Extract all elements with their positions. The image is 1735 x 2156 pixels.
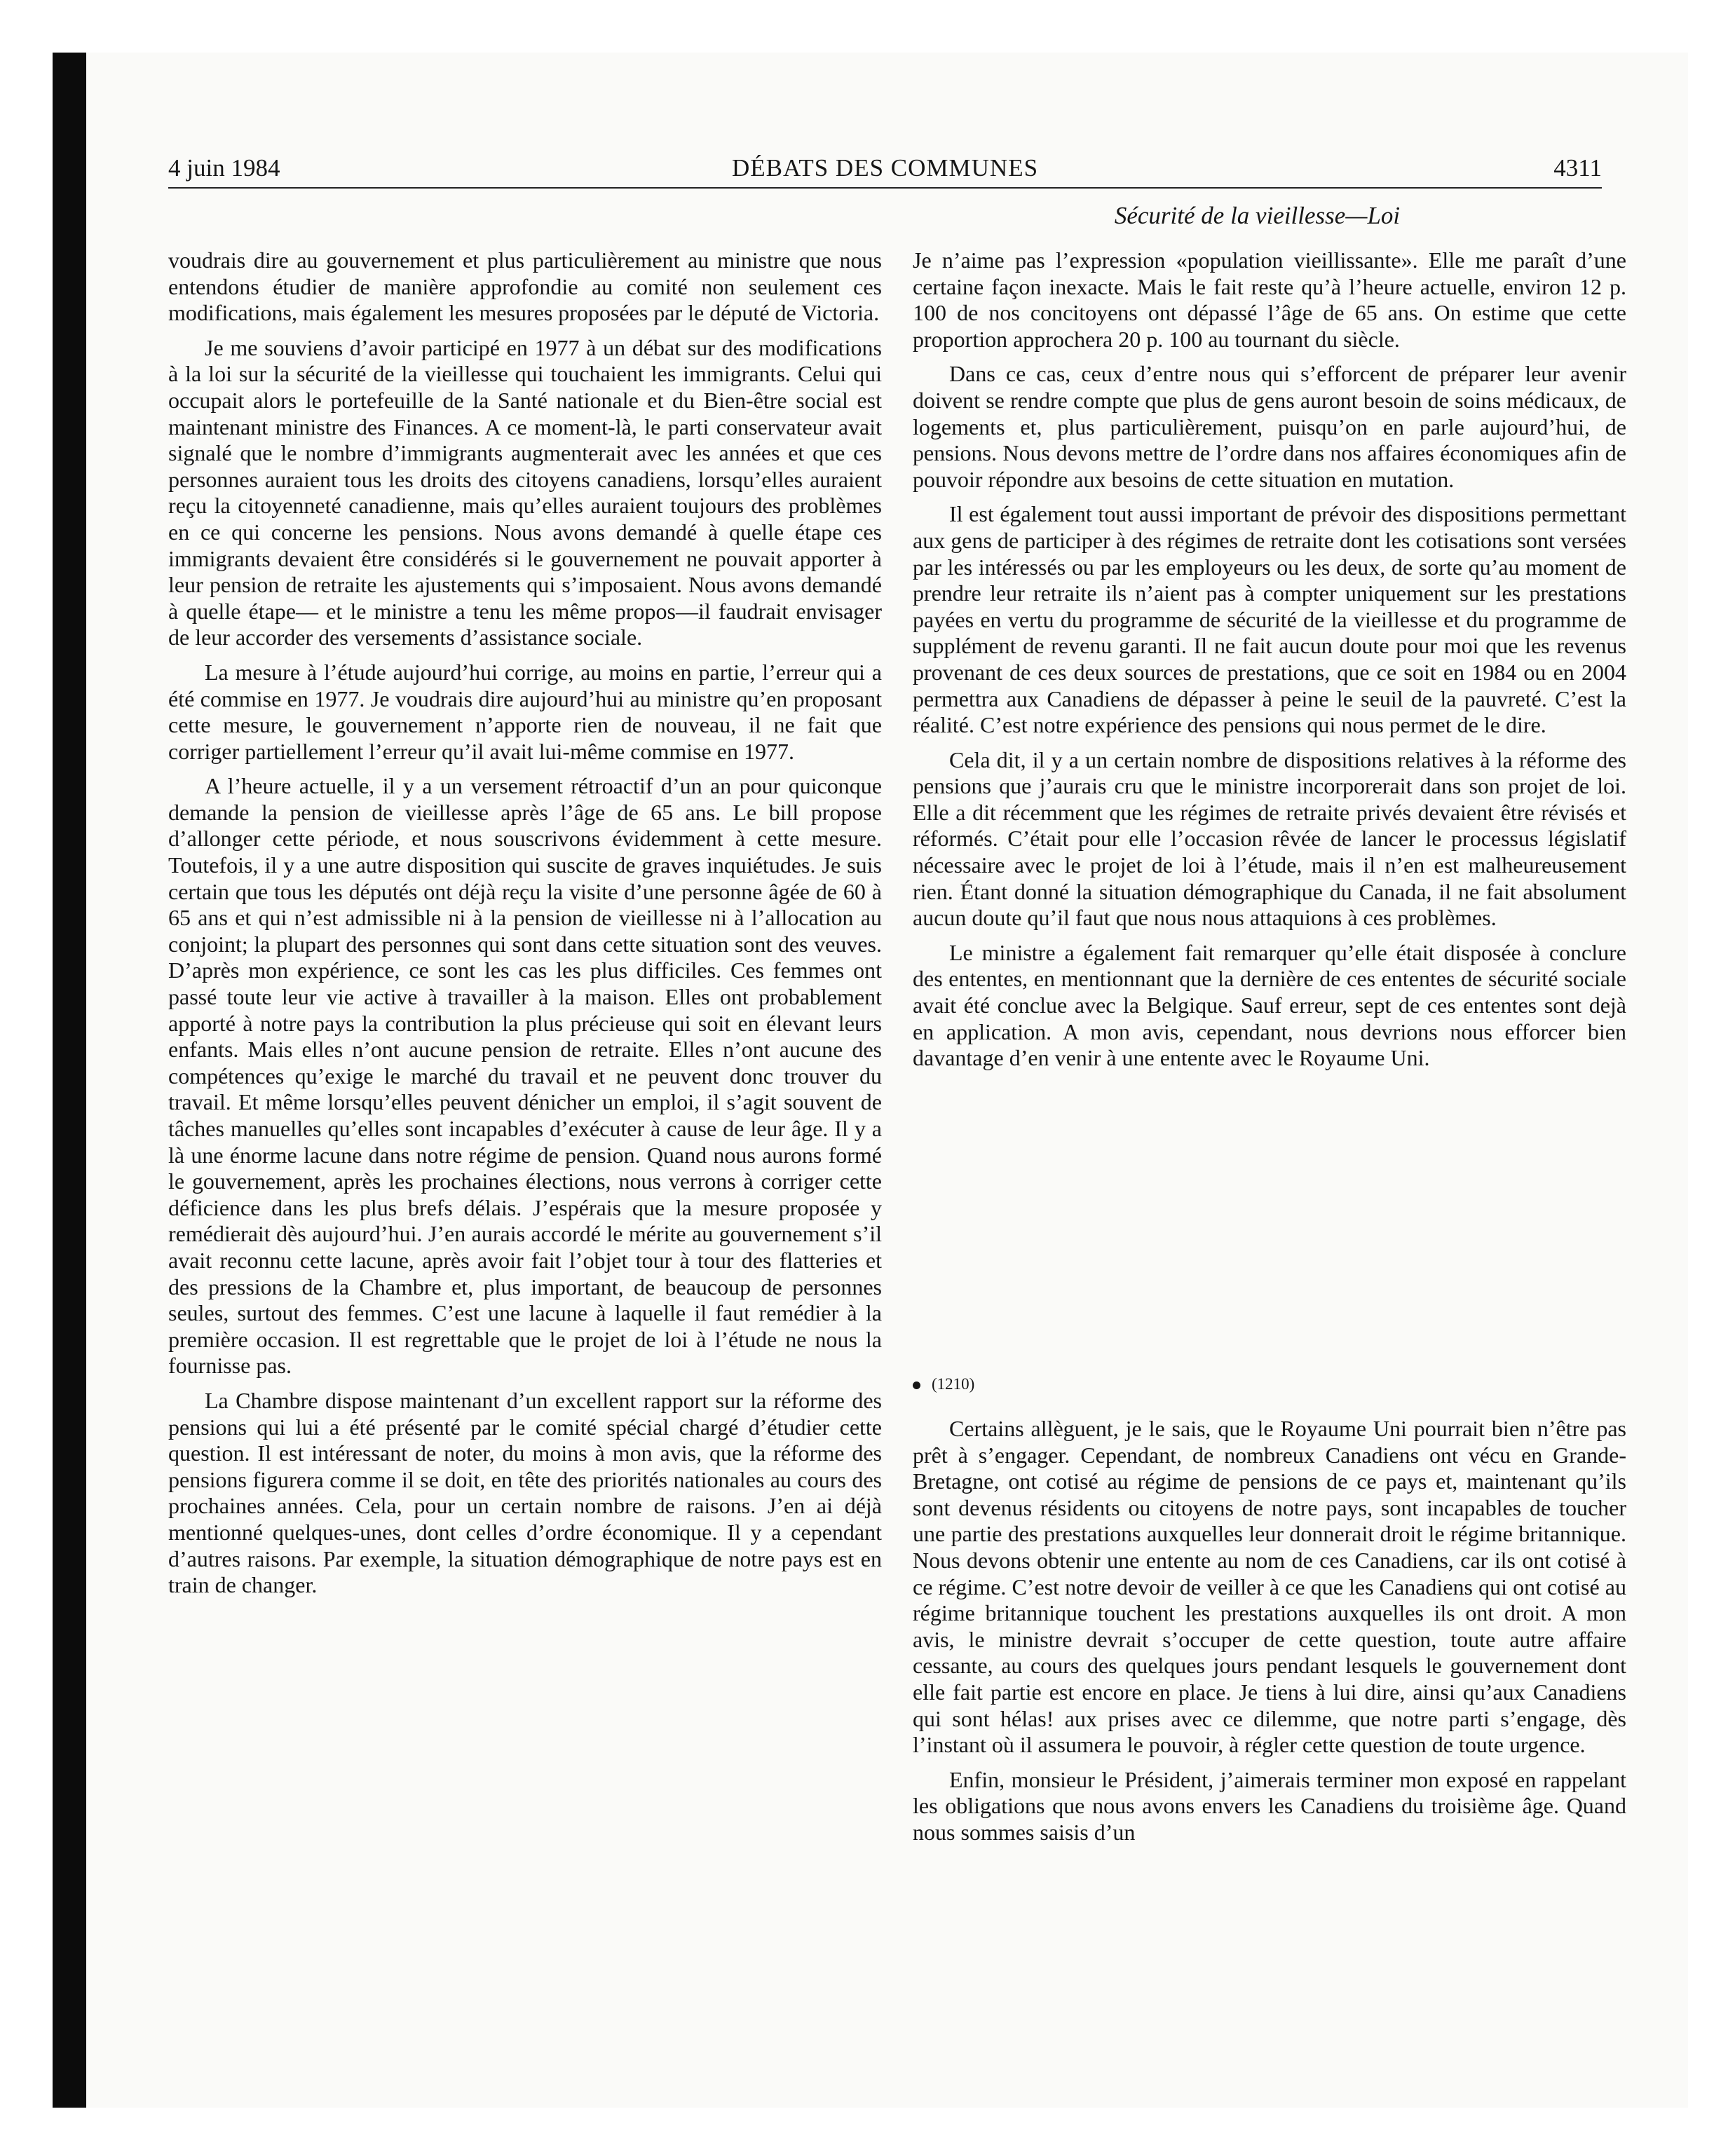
paragraph: Certains allèguent, je le sais, que le Royaume Uni pourrait bien n’être pas prêt à s’engager. Cependant, de nombreux Canadiens ont vécu en Grande-Bretagne, ont cotisé au régime de pensions de ce pays et, maintenant qu’ils sont devenus résidents ou citoyens de notre pays, sont incapables de toucher une partie des prestations auxquelles leur donnerait droit le régime britannique. Nous devons obtenir une entente au nom de ces Canadiens, car ils ont cotisé à ce régime. C’est notre devoir de veiller à ce que les Canadiens qui ont cotisé au régime britannique touchent les prestations auxquelles ils ont droit. A mon avis, le ministre devrait s’occuper de cette question, toute autre affaire cessante, au cours des quelques jours pendant lesquels le gouvernement dont elle fait partie est encore en place. Je tiens à lui dire, ainsi qu’aux Canadiens qui sont hélas! aux prises avec ce dilemme, que notre parti s’engage, dès l’instant où il assumera le pouvoir, à régler cette question de toute urgence.	[913, 1416, 1626, 1758]
paragraph: voudrais dire au gouvernement et plus particulièrement au ministre que nous entendons étudier de manière approfondie au comité non seulement ces modifications, mais également les mesures proposées par le député de Victoria.	[168, 247, 882, 326]
header-date: 4 juin 1984	[168, 154, 280, 182]
paragraph: Enfin, monsieur le Président, j’aimerais terminer mon exposé en rappelant les obligations que nous avons envers les Canadiens du troisième âge. Quand nous sommes saisis d’un	[913, 1766, 1626, 1845]
right-column-bottom	[913, 1416, 1626, 1855]
time-marker-label: (1210)	[932, 1375, 975, 1393]
paragraph: A l’heure actuelle, il y a un versement rétroactif d’un an pour quiconque demande la pension de vieillesse après l’âge de 65 ans. Le bill propose d’allonger cette période, et nous souscrivons évidemment à cette mesure. Toutefois, il y a une autre disposition qui suscite de graves inquiétudes. Je suis certain que tous les députés ont déjà reçu la visite d’une personne âgée de 60 à 65 ans et qui n’est admissible ni à la pension de vieillesse ni à l’allocation au conjoint; la plupart des personnes qui sont dans cette situation sont des veuves. D’après mon expérience, ce sont les cas les plus difficiles. Ces femmes ont passé toute leur vie active à travailler à la maison. Elles ont probablement apporté à notre pays la contribution la plus précieuse qui soit en élevant leurs enfants. Mais elles n’ont aucune pension de retraite. Elles n’ont aucune des compétences qu’exige le marché du travail et ne peuvent donc trouver du travail. Et même lorsqu’elles peuvent dénicher un emploi, il s’agit souvent de tâches manuelles qu’elles sont incapables d’exécuter à cause de leur âge. Il y a là une énorme lacune dans notre régime de pension. Quand nous aurons formé le gouvernement, après les prochaines élections, nous verrons à corriger cette déficience dans les plus brefs délais. J’espérais que la mesure proposée y remédierait dès aujourd’hui. J’en aurais accordé le mérite au gouvernement s’il avait reconnu cette lacune, après avoir fait l’objet tour à tour des flatteries et des pressions de la Chambre et, plus important, de beaucoup de personnes seules, surtout des femmes. C’est une lacune à laquelle il faut remédier à la première occasion. Il est regrettable que le projet de loi à l’étude ne nous la fournisse pas.	[168, 773, 882, 1379]
bullet-dot-icon	[913, 1381, 920, 1389]
time-marker	[913, 1374, 974, 1395]
paragraph: La mesure à l’étude aujourd’hui corrige, au moins en partie, l’erreur qui a été commise en 1977. Je voudrais dire aujourd’hui au ministre qu’en proposant cette mesure, le gouvernement n’apporte rien de nouveau, il ne fait que corriger partiellement l’erreur qu’il avait lui-même commise en 1977.	[168, 659, 882, 764]
paragraph: Je me souviens d’avoir participé en 1977 à un débat sur des modifications à la loi sur la sécurité de la vieillesse qui touchaient les immigrants. Celui qui occupait alors le portefeuille de la Santé nationale et du Bien-être social est maintenant ministre des Finances. A ce moment-là, le parti conservateur avait signalé que le nombre d’immigrants augmenterait avec les années et que ces personnes auraient tous les droits des citoyens canadiens, lorsqu’elles auraient reçu la citoyenneté canadienne, mais qu’elles auraient toujours des problèmes en ce qui concerne les pensions. Nous avons demandé à quelle étape ces immigrants devaient être considérés si le gouvernement ne pouvait apporter à leur pension de retraite les ajustements qui s’imposaient. Nous avons demandé à quelle étape— et le ministre a tenu les même propos—il faudrait envisager de leur accorder des versements d’assistance sociale.	[168, 334, 882, 650]
paragraph: Le ministre a également fait remarquer qu’elle était disposée à conclure des ententes, en mentionnant que la dernière de ces ententes de sécurité sociale avait été conclue avec la Belgique. Sauf erreur, sept de ces ententes sont dejà en application. A mon avis, cependant, nous devrions nous efforcer bien davantage d’en venir à une entente avec le Royaume Uni.	[913, 939, 1626, 1071]
page-header	[168, 151, 1602, 189]
paragraph: Cela dit, il y a un certain nombre de dispositions relatives à la réforme des pensions que j’aurais cru que le ministre incorporerait dans son projet de loi. Elle a dit récemment que les régimes de retraite privés devaient être révisés et réformés. C’était pour elle l’occasion rêvée de lancer le processus législatif nécessaire avec le projet de loi à l’étude, mais il n’en est malheureusement rien. Étant donné la situation démographique du Canada, il ne fait absolument aucun doute qu’il faut que nous nous attaquions à ces problèmes.	[913, 746, 1626, 931]
section-title: Sécurité de la vieillesse—Loi	[1114, 202, 1401, 229]
scan-edge-shadow	[53, 53, 86, 2108]
paragraph: Il est également tout aussi important de prévoir des dispositions permettant aux gens de participer à des régimes de retraite dont les cotisations sont versées par les intéressés ou par les employeurs ou les deux, de sorte qu’au moment de prendre leur retraite ils n’aient pas à compter uniquement sur les prestations payées en vertu du programme de sécurité de la vieillesse et du programme de supplément de revenu garanti. Il ne fait aucun doute pour moi que les revenus provenant de ces deux sources de prestations, que ce soit en 1984 ou en 2004 permettra aux Canadiens de dépasser à peine le seuil de la pauvreté. C’est la réalité. C’est notre expérience des pensions qui nous permet de le dire.	[913, 501, 1626, 738]
paragraph: La Chambre dispose maintenant d’un excellent rapport sur la réforme des pensions qui lui a été présenté par le comité spécial chargé d’étudier cette question. Il est intéressant de noter, du moins à mon avis, que la réforme des pensions figurera comme il se doit, en tête des priorités nationales au cours des prochaines années. Cela, pour un certain nombre de raisons. J’en ai déjà mentionné quelques-unes, dont celles d’ordre économique. Il y a cependant d’autres raisons. Par exemple, la situation démographique de notre pays est en train de changer.	[168, 1387, 882, 1598]
left-column	[168, 247, 882, 1607]
paragraph: Dans ce cas, ceux d’entre nous qui s’efforcent de préparer leur avenir doivent se rendre compte que plus de gens auront besoin de soins médicaux, de logements et, plus particulièrement, puisqu’on en parle aujourd’hui, de pensions. Nous devons mettre de l’ordre dans nos affaires économiques afin de pouvoir répondre aux besoins de cette situation en mutation.	[913, 361, 1626, 492]
header-title: DÉBATS DES COMMUNES	[731, 154, 1039, 182]
page-number: 4311	[1553, 154, 1602, 182]
paragraph: Je n’aime pas l’expression «population vieillissante». Elle me paraît d’une certaine façon inexacte. Mais le fait reste qu’à l’heure actuelle, environ 12 p. 100 de nos concitoyens ont dépassé l’âge de 65 ans. On estime que cette proportion approchera 20 p. 100 au tournant du siècle.	[913, 247, 1626, 352]
right-column-top	[913, 247, 1626, 1080]
